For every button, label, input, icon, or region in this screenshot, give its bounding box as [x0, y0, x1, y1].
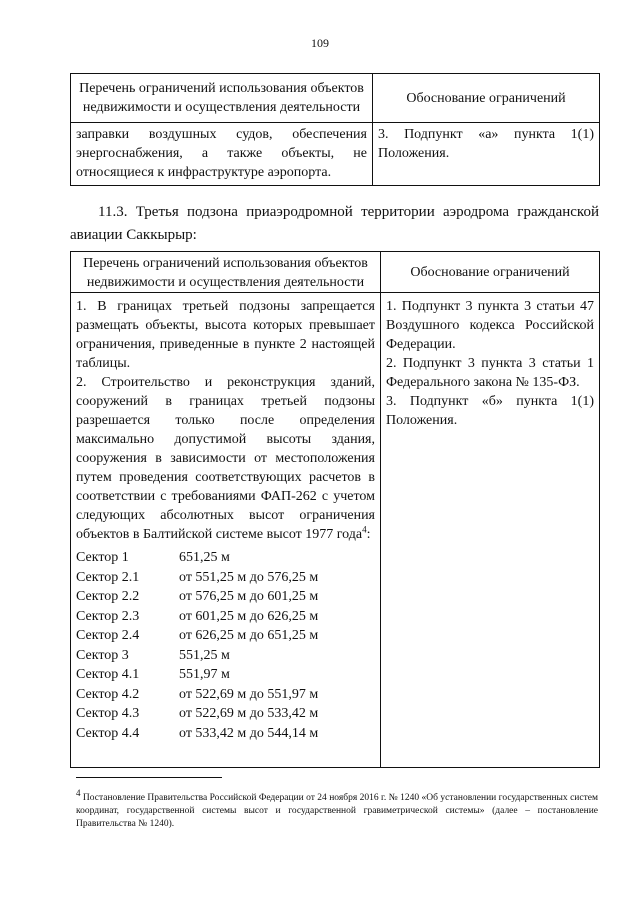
table1-header-restrictions: Перечень ограничений использования объектов недвижимости и осуществления деятельности — [71, 74, 373, 123]
restriction-item-2-end: : — [366, 527, 371, 542]
sector-name: Сектор 2.4 — [76, 628, 140, 643]
sector-height: от 533,42 м до 544,14 м — [179, 725, 319, 741]
sector-height: от 522,69 м до 533,42 м — [179, 706, 319, 721]
sector-name: Сектор 1 — [76, 550, 129, 565]
sector-name: Сектор 4.2 — [76, 686, 140, 702]
sector-name: Сектор 2.1 — [76, 569, 140, 585]
sector-height: от 551,25 м до 576,25 м — [179, 569, 319, 585]
sector-row — [76, 665, 375, 685]
footnote — [76, 787, 598, 831]
sector-row — [76, 587, 375, 607]
footnote-separator — [76, 777, 222, 778]
sector-row — [76, 646, 375, 666]
sector-height: от 601,25 м до 626,25 м — [179, 608, 319, 624]
table1-header-grounds: Обоснование ограничений — [373, 74, 600, 123]
table2-header-restrictions: Перечень ограничений использования объектов недвижимости и осуществления деятельности — [71, 252, 381, 293]
sector-height: 651,25 м — [179, 550, 230, 565]
sector-height: от 576,25 м до 601,25 м — [179, 589, 319, 604]
table2-header-grounds: Обоснование ограничений — [381, 252, 600, 293]
table1-cell-restrictions: заправки воздушных судов, обеспечения энергоснабжения, а также объекты, не относящиеся к инфраструктуре аэропорта. — [71, 123, 373, 186]
restriction-item-2-text: 2. Строительство и реконструкция зданий, сооружений в границах третьей подзоны разрешается только после определения максимально допустимой высоты здания, сооружения в зависимости от местоположения путем проведения соответствующих расчетов в соответствии с требованиями ФАП-262 с учетом следующих абсолютных высот ограничения объектов в Балтийской системе высот 1977 года — [76, 375, 375, 542]
third-subzone-table — [70, 251, 600, 768]
footnote-text: Постановление Правительства Российской Федерации от 24 ноября 2016 г. № 1240 «Об установлении государственных систем координат, государственной системы высот и государственной гравиметрической системы» (далее – постановление Правительства № 1240). — [76, 793, 598, 829]
ground-item-2: 2. Подпункт 3 пункта 3 статьи 1 Федерального закона № 135-ФЗ. — [386, 356, 594, 390]
table2-cell-restrictions — [71, 293, 381, 768]
sector-height: 551,97 м — [179, 667, 230, 682]
sector-height-list — [76, 548, 375, 743]
sector-row — [76, 724, 375, 744]
sector-row — [76, 626, 375, 646]
sector-height: от 522,69 м до 551,97 м — [179, 686, 319, 702]
sector-name: Сектор 4.3 — [76, 706, 140, 721]
sector-name: Сектор 4.1 — [76, 667, 140, 682]
sector-row — [76, 704, 375, 724]
restriction-item-2 — [76, 373, 375, 544]
sector-name: Сектор 2.2 — [76, 589, 140, 604]
sector-height: 551,25 м — [179, 647, 230, 663]
footnote-marker: 4 — [76, 787, 81, 798]
restriction-item-1: 1. В границах третьей подзоны запрещается размещать объекты, высота которых превышает ограничения, приведенные в пункте 2 настоящей таблицы. — [76, 299, 375, 371]
footnote-ref: 4 — [362, 524, 367, 535]
sector-name: Сектор 4.4 — [76, 725, 140, 741]
sector-name: Сектор 2.3 — [76, 608, 140, 624]
sector-row — [76, 568, 375, 588]
ground-item-3: 3. Подпункт «б» пункта 1(1) Положения. — [386, 394, 594, 428]
sector-height: от 626,25 м до 651,25 м — [179, 628, 319, 643]
ground-item-1: 1. Подпункт 3 пункта 3 статьи 47 Воздушного кодекса Российской Федерации. — [386, 299, 594, 352]
page-number: 109 — [311, 36, 329, 50]
sector-row — [76, 607, 375, 627]
table1-cell-grounds: 3. Подпункт «а» пункта 1(1) Положения. — [373, 123, 600, 186]
sector-row — [76, 548, 375, 568]
sector-row — [76, 685, 375, 705]
restrictions-table-continued — [70, 73, 600, 186]
table2-cell-grounds — [381, 293, 600, 768]
sector-name: Сектор 3 — [76, 647, 129, 663]
section-11-3-paragraph: 11.3. Третья подзона приаэродромной территории аэродрома гражданской авиации Саккырыр: — [70, 204, 599, 243]
